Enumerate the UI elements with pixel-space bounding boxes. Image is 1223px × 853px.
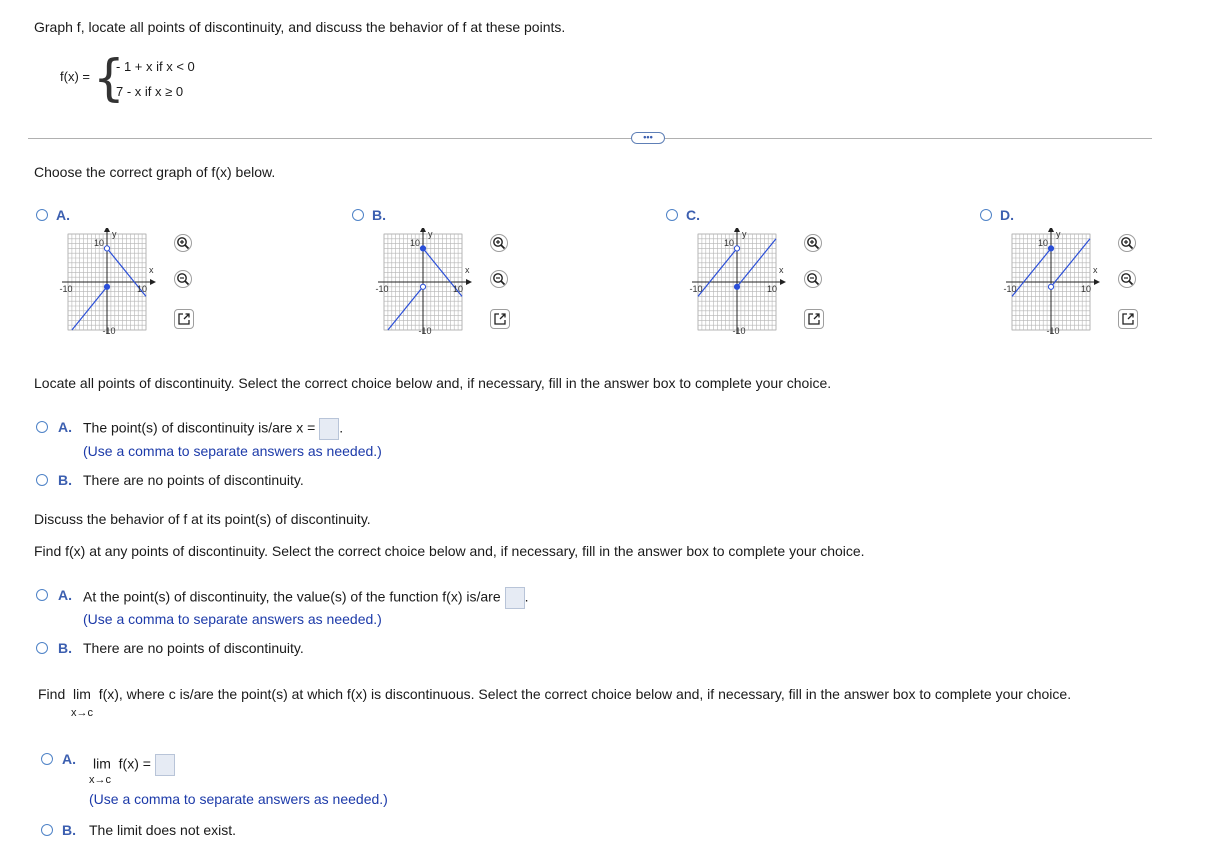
graph-x-label: x [465, 265, 470, 275]
graph-option-c-graph[interactable] [684, 228, 814, 338]
graph-ymin-label: -10 [1046, 326, 1060, 336]
more-button[interactable]: ••• [631, 132, 665, 144]
part4-prompt-fx: f(x), where c is/are the point(s) at which f(x) is discontinuous. Select the correct choice below and, if necessary, fill in the answer box to complete your choice. [98, 686, 1072, 702]
part2-prompt: Locate all points of discontinuity. Select the correct choice below and, if necessary, fill in the answer box to complete your choice. [34, 375, 832, 391]
part2-option-b-text: There are no points of discontinuity. [83, 472, 304, 488]
part4-option-b-text: The limit does not exist. [89, 822, 237, 838]
graph-closed-point [1048, 246, 1053, 251]
part4-option-a-lim: lim [93, 755, 111, 772]
graph-xmin-label: -10 [689, 284, 703, 294]
part2-option-a-note: (Use a comma to separate answers as needed.) [83, 443, 382, 459]
graph-ymax-label: 10 [409, 238, 420, 248]
part2-option-a-letter: A. [58, 419, 72, 435]
graph-option-a-graph[interactable] [54, 228, 184, 338]
graph-option-c-letter: C. [686, 207, 700, 223]
graph-xmin-label: -10 [59, 284, 73, 294]
piece-1: - 1 + x if x < 0 [116, 59, 195, 74]
part3-option-b-text: There are no points of discontinuity. [83, 640, 304, 656]
graph-option-c-popout-icon[interactable] [804, 309, 824, 329]
part2-option-a [83, 418, 343, 440]
graph-y-label: y [742, 229, 747, 239]
part3-answer-box[interactable] [505, 587, 525, 609]
part4-prompt-lim: lim [73, 686, 91, 702]
graph-closed-point [420, 246, 425, 251]
graph-x-label: x [149, 265, 154, 275]
part3-option-b-radio[interactable] [36, 642, 48, 654]
part2-option-b-letter: B. [58, 472, 72, 488]
part4-option-a-radio[interactable] [41, 753, 53, 765]
part4-answer-box[interactable] [155, 754, 175, 776]
graph-option-c-zoom-out-icon[interactable] [804, 270, 822, 288]
part4-prompt-start: Find [38, 686, 66, 702]
graph-option-b-graph[interactable] [370, 228, 500, 338]
graph-option-d-letter: D. [1000, 207, 1014, 223]
graph-option-a-zoom-out-icon[interactable] [174, 270, 192, 288]
divider [28, 138, 1152, 139]
graph-option-d-radio[interactable] [980, 209, 992, 221]
graph-y-arrow [734, 228, 740, 232]
part3-option-a-radio[interactable] [36, 589, 48, 601]
graph-y-label: y [428, 229, 433, 239]
part2-option-a-text: The point(s) of discontinuity is/are x = [83, 419, 316, 436]
part2-answer-box[interactable] [319, 418, 339, 440]
graph-option-a-letter: A. [56, 207, 70, 223]
graph-y-arrow [420, 228, 426, 232]
part3-option-a-note: (Use a comma to separate answers as needed.) [83, 611, 382, 627]
graph-xmax-label: 10 [136, 284, 148, 294]
part4-prompt-sub: x→c [71, 707, 93, 719]
part4-option-b-radio[interactable] [41, 824, 53, 836]
graph-open-point [1048, 284, 1053, 289]
part4-prompt [38, 686, 1071, 702]
question-instruction: Graph f, locate all points of discontinuity, and discuss the behavior of f at these points. [34, 19, 566, 35]
graph-ymax-label: 10 [1037, 238, 1048, 248]
graph-xmax-label: 10 [1080, 284, 1092, 294]
part4-option-a-letter: A. [62, 751, 76, 767]
graph-ymin-label: -10 [102, 326, 116, 336]
part4-option-a-sub: x→c [89, 774, 111, 786]
graph-x-arrow [150, 279, 156, 285]
part2-option-a-period: . [339, 419, 344, 436]
graph-option-d-zoom-out-icon[interactable] [1118, 270, 1136, 288]
graph-closed-point [734, 284, 739, 289]
graph-option-b-letter: B. [372, 207, 386, 223]
graph-xmax-label: 10 [452, 284, 464, 294]
part3-option-b-letter: B. [58, 640, 72, 656]
graph-option-c-radio[interactable] [666, 209, 678, 221]
graph-ymax-label: 10 [723, 238, 734, 248]
graph-open-point [420, 284, 425, 289]
graph-xmin-label: -10 [1003, 284, 1017, 294]
part4-option-a [93, 754, 175, 776]
graph-x-arrow [780, 279, 786, 285]
graph-ymin-label: -10 [418, 326, 432, 336]
part3-heading: Discuss the behavior of f at its point(s) of discontinuity. [34, 511, 371, 527]
part3-option-a-period: . [524, 588, 529, 605]
graph-x-arrow [466, 279, 472, 285]
part4-option-b-letter: B. [62, 822, 76, 838]
graph-option-d-graph[interactable] [998, 228, 1128, 338]
graph-y-label: y [1056, 229, 1061, 239]
graph-closed-point [104, 284, 109, 289]
graph-x-label: x [1093, 265, 1098, 275]
part4-option-a-fx: f(x) = [118, 755, 151, 772]
graph-open-point [104, 246, 109, 251]
graph-ymax-label: 10 [93, 238, 104, 248]
graph-option-d-zoom-in-icon[interactable] [1118, 234, 1136, 252]
graph-option-a-radio[interactable] [36, 209, 48, 221]
graph-ymin-label: -10 [732, 326, 746, 336]
graph-option-b-zoom-out-icon[interactable] [490, 270, 508, 288]
graph-y-arrow [1048, 228, 1054, 232]
graph-open-point [734, 246, 739, 251]
part4-option-a-note: (Use a comma to separate answers as needed.) [89, 791, 388, 807]
part3-option-a-letter: A. [58, 587, 72, 603]
graph-option-c-zoom-in-icon[interactable] [804, 234, 822, 252]
graph-option-a-zoom-in-icon[interactable] [174, 234, 192, 252]
part2-option-a-radio[interactable] [36, 421, 48, 433]
graph-option-a-popout-icon[interactable] [174, 309, 194, 329]
brace-icon: { [93, 49, 125, 107]
graph-option-b-radio[interactable] [352, 209, 364, 221]
graph-y-arrow [104, 228, 110, 232]
graph-xmax-label: 10 [766, 284, 778, 294]
graph-y-label: y [112, 229, 117, 239]
function-label: f(x) = [60, 69, 90, 84]
graph-x-arrow [1094, 279, 1100, 285]
part3-option-a-text: At the point(s) of discontinuity, the value(s) of the function f(x) is/are [83, 588, 501, 605]
graph-option-b-zoom-in-icon[interactable] [490, 234, 508, 252]
part3-prompt: Find f(x) at any points of discontinuity. Select the correct choice below and, if necessary, fill in the answer box to complete your choice. [34, 543, 865, 559]
part2-option-b-radio[interactable] [36, 474, 48, 486]
part1-prompt: Choose the correct graph of f(x) below. [34, 164, 276, 180]
graph-x-label: x [779, 265, 784, 275]
part3-option-a [83, 587, 529, 609]
graph-xmin-label: -10 [375, 284, 389, 294]
graph-option-d-popout-icon[interactable] [1118, 309, 1138, 329]
piece-2: 7 - x if x ≥ 0 [116, 84, 184, 99]
graph-option-b-popout-icon[interactable] [490, 309, 510, 329]
